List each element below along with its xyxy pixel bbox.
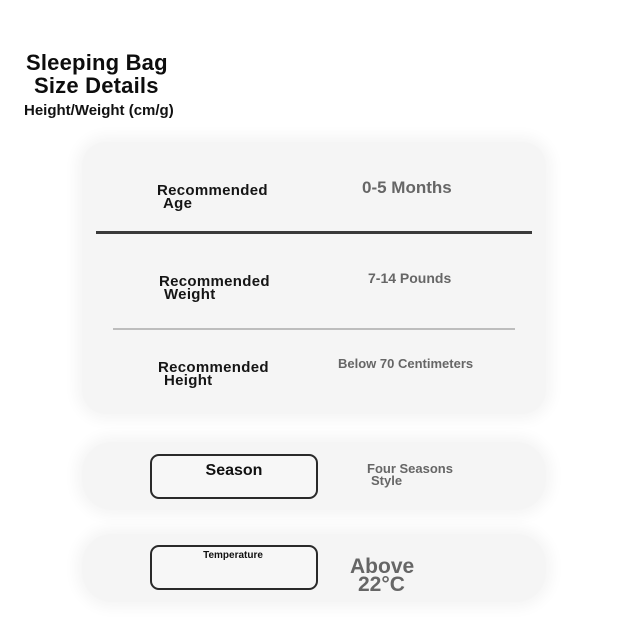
weight-divider (113, 328, 515, 330)
age-divider (96, 231, 532, 234)
season-card (82, 442, 546, 510)
age-value: 0-5 Months (362, 178, 452, 197)
page-header (24, 52, 254, 119)
weight-label-line-1: Recommended (159, 273, 270, 290)
season-value-line-1: Four Seasons (367, 461, 453, 476)
temperature-value-line-1: Above (350, 555, 415, 578)
temperature-label-box (150, 545, 318, 590)
weight-label-line-2: Weight (164, 286, 216, 303)
weight-label (159, 275, 270, 301)
season-label: Season (205, 462, 263, 479)
season-value (367, 462, 453, 486)
page-title-line-2: Size Details (34, 73, 159, 98)
height-label-line-2: Height (164, 372, 213, 389)
height-value: Below 70 Centimeters (338, 356, 474, 371)
temperature-label: Temperature (203, 550, 263, 561)
temperature-value (350, 555, 415, 596)
temperature-card (82, 534, 546, 602)
specs-card (82, 142, 546, 414)
page-subtitle: Height/Weight (cm/g) (24, 102, 174, 119)
age-label-line-2: Age (163, 195, 193, 212)
age-label-line-1: Recommended (157, 182, 268, 199)
season-value-line-2: Style (371, 473, 403, 488)
weight-value: 7-14 Pounds (368, 270, 452, 286)
page-title-line-1: Sleeping Bag (26, 50, 168, 75)
height-label (158, 361, 269, 387)
age-label (157, 184, 268, 210)
height-label-line-1: Recommended (158, 359, 269, 376)
temperature-value-line-2: 22°C (358, 573, 405, 596)
season-label-box (150, 454, 318, 499)
